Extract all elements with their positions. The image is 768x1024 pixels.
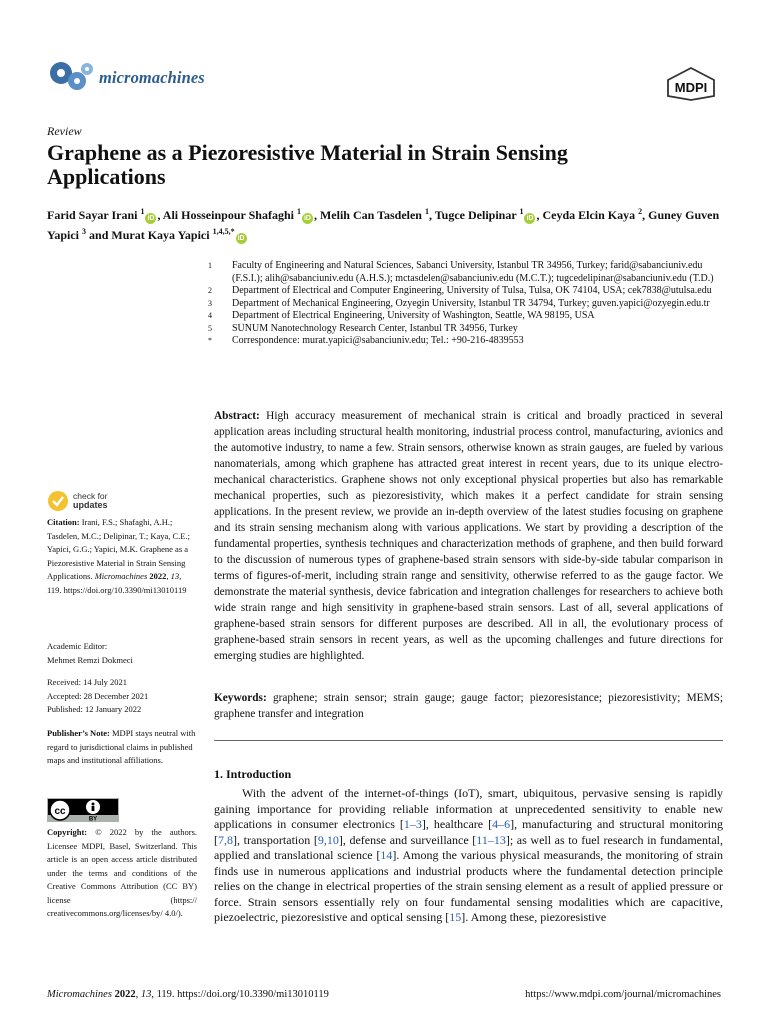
- author-name: Ceyda Elcin Kaya: [542, 208, 636, 222]
- cc-by-license-icon[interactable]: [47, 798, 119, 822]
- citation-link[interactable]: 11–13: [476, 832, 506, 847]
- citation-link[interactable]: 7,8: [218, 832, 233, 847]
- author-list: [47, 204, 727, 244]
- abstract-text: High accuracy measurement of mechanical strain is critical and broadly practiced in several application areas including structural health monitoring, industrial process control, manufacturing, avionics and the automotive industry, to name a few. Strain sensors, otherwise known as strain gauges, are fueled by various nanomaterials, among which graphene has attracted great interest in recent years, due to its unique electro-mechanical characteristics. Graphene shows not only exceptional physical properties but also has remarkable mechanical properties, such as piezoresistivity, which makes it a perfect candidate for strain sensing applications. In the present review, we provide an in-depth overview of the latest studies focusing on graphene and its strain sensing mechanism along with various applications. We start by providing a description of the fundamental properties, synthesis techniques and characterization methods of graphene, and then build forward to the discussion of numerous types of graphene-based strain sensors with side-by-side tabular comparison in terms of figures-of-merit, including strain range and sensitivity, otherwise referred to as the gauge factor. We demonstrate the material synthesis, device fabrication and integration challenges for researchers to achieve both wide strain range and high sensitivity in graphene-based strain sensors. Last of all, several applications of graphene-based strain sensors for different purposes are described. All in all, the evolutionary process of graphene-based strain sensors in recent years, as well as the upcoming challenges and future directions for emerging studies are highlighted.: [214, 410, 723, 662]
- affiliation-text: Department of Electrical and Computer Engineering, University of Tulsa, Tulsa, OK 74104, USA; cek7838@utulsa.edu: [232, 285, 712, 296]
- check-for-updates-button[interactable]: [47, 488, 167, 514]
- author-affiliation-sup: 1: [519, 207, 524, 216]
- footer-journal-url[interactable]: https://www.mdpi.com/journal/micromachines: [525, 989, 721, 1000]
- author-separator: ,: [642, 208, 649, 222]
- citation-volume: 13: [170, 571, 180, 581]
- citation-link[interactable]: 1–3: [403, 817, 422, 831]
- affiliation-text: Faculty of Engineering and Natural Sciences, Sabanci University, Istanbul TR 34956, Turkey; farid@sabanciuniv.edu (F.S.I.); alih@sabanciuniv.edu (A.H.S.); mctasdelen@sabanciuniv.edu (M.C.T.); tugcedelipinar@sabanciuniv.edu (T.D.): [232, 260, 714, 284]
- author-affiliation-sup: 1: [140, 207, 145, 216]
- paper-title: Graphene as a Piezoresistive Material in Strain Sensing Applications: [47, 140, 568, 189]
- cc-text: cc: [54, 806, 66, 817]
- section-title: 1. Introduction: [214, 767, 292, 781]
- affiliation-text: Department of Mechanical Engineering, Ozyegin University, Istanbul TR 34794, Turkey; guven.yapici@ozyegin.edu.tr: [232, 297, 710, 309]
- copyright-text: © 2022 by the authors. Licensee MDPI, Basel, Switzerland. This article is an open access article distributed under the terms and conditions of the Creative Commons Attribution (CC BY) license (https:// creativecommons.org/licenses/by/ 4.0/).: [47, 827, 197, 918]
- affiliation-number: 4: [208, 311, 212, 320]
- citation-link[interactable]: 9,10: [317, 832, 339, 847]
- orcid-icon[interactable]: iD: [526, 215, 534, 222]
- article-dates: [47, 676, 197, 717]
- author-separator: and: [86, 228, 112, 242]
- copyright-block: [47, 826, 197, 921]
- footer-volume: 13: [140, 989, 152, 1000]
- affiliation-text: Department of Electrical Engineering, University of Washington, Seattle, WA 98195, USA: [232, 310, 595, 321]
- affiliation-item: [208, 310, 728, 323]
- orcid-icon[interactable]: iD: [303, 215, 311, 222]
- author-name: Guney Guven Yapici: [47, 208, 720, 242]
- publisher-note-label: Publisher’s Note:: [47, 728, 110, 738]
- author-affiliation-sup: 1: [424, 207, 429, 216]
- date-received: Received: 14 July 2021: [47, 677, 128, 687]
- journal-header: [47, 58, 297, 98]
- author-separator: ,: [157, 208, 163, 222]
- citation-link[interactable]: 15: [449, 910, 462, 924]
- affiliation-item: [208, 298, 728, 311]
- copyright-label: Copyright:: [47, 827, 88, 837]
- affiliation-text: Correspondence: murat.yapici@sabanciuniv.edu; Tel.: +90-216-4839553: [232, 335, 524, 346]
- by-text: BY: [88, 816, 98, 822]
- affiliation-number: 3: [208, 298, 212, 308]
- citation-page[interactable]: , 119. https://doi.org/10.3390/mi13010119: [47, 571, 187, 595]
- editor-name: Mehmet Remzi Dokmeci: [47, 654, 133, 665]
- affiliation-text: SUNUM Nanotechnology Research Center, Istanbul TR 34956, Turkey: [232, 322, 518, 334]
- keywords-label: Keywords:: [214, 692, 267, 704]
- author-affiliation-sup: 1: [296, 207, 301, 216]
- citation-label: Citation:: [47, 517, 80, 527]
- citation-link[interactable]: 14: [380, 848, 393, 862]
- intro-paragraph: [214, 786, 723, 926]
- abstract: [214, 408, 723, 664]
- citation-year: 2022: [149, 571, 167, 581]
- orcid-icon[interactable]: iD: [147, 215, 155, 222]
- affiliation-item: [208, 323, 728, 336]
- affiliation-item: [208, 260, 728, 285]
- journal-logo-icon: [47, 59, 95, 97]
- affiliation-number: 5: [208, 323, 212, 333]
- abstract-label: Abstract:: [214, 410, 260, 422]
- footer-year: 2022: [114, 989, 136, 1000]
- affiliation-number: *: [208, 336, 212, 345]
- intro-text: ], healthcare [: [421, 817, 493, 831]
- citation-link[interactable]: 4–6: [492, 817, 511, 831]
- footer-citation: Micromachines 2022, 13, 119. https://doi.org/10.3390/mi13010119: [47, 989, 329, 1000]
- footer-journal: Micromachines: [47, 989, 112, 1000]
- footer-doi[interactable]: , 119. https://doi.org/10.3390/mi13010119: [151, 989, 329, 1000]
- keywords-text: graphene; strain sensor; strain gauge; gauge factor; piezoresistance; piezoresistivity; MEMS; graphene transfer and integration: [214, 692, 723, 720]
- date-accepted: Accepted: 28 December 2021: [47, 690, 149, 701]
- intro-text: With the advent of the internet-of-things (IoT), smart, ubiquitous, pervasive sensing is rapidly gaining importance for providing reliable information at unprecedented sensitivity to enable new applications in consumer electronics [: [214, 786, 723, 831]
- mdpi-logo-icon: [662, 66, 720, 102]
- keywords: [214, 690, 723, 722]
- intro-text: ], transportation [: [233, 832, 318, 847]
- citation-text: Irani, F.S.; Shafaghi, A.H.; Tasdelen, M.C.; Delipinar, T.; Kaya, C.E.; Yapici, G.G.; Yapici, M.K. Graphene as a Piezoresistive Material in Strain Sensing Applications.: [47, 517, 190, 581]
- author-separator: ,: [313, 208, 320, 222]
- citation-block: Citation: Irani, F.S.; Shafaghi, A.H.; Tasdelen, M.C.; Delipinar, T.; Kaya, C.E.; Yapici, G.G.; Yapici, M.K. Graphene as a Piezoresistive Material in Strain Sensing Applications. Micromachines 2022, 13, 119. https://doi.org/10.3390/mi13010119: [47, 517, 190, 595]
- intro-text: ], manufacturing and structural monitoring [: [214, 817, 723, 847]
- intro-text: ]. Among the various physical measurands, the monitoring of strain finds use in numerous applications and industrial products where the fundamental detection principle relies on the change in electrical properties of the strain sensing element as a result of applied pressure or force. Strain sensors essentially rely on four fundamental sensing modalities which are capacitive, piezoelectric, piezoresistive and optical sensing [: [214, 848, 724, 924]
- author-name: Murat Kaya Yapici: [111, 228, 210, 242]
- mdpi-text: MDPI: [674, 80, 708, 95]
- affiliation-item: [208, 335, 728, 348]
- check-updates-line1: check for: [73, 491, 108, 501]
- article-type: Review: [47, 124, 82, 138]
- publisher-note-text: MDPI stays neutral with regard to jurisdictional claims in published maps and institutional affiliations.: [47, 728, 196, 765]
- journal-name: micromachines: [99, 68, 205, 87]
- author-name: Farid Sayar Irani: [47, 208, 138, 222]
- affiliation-item: [208, 285, 728, 298]
- author-affiliation-sup: 3: [82, 227, 87, 236]
- author-name: Ali Hosseinpour Shafaghi: [162, 208, 294, 222]
- citation-journal: Micromachines: [94, 571, 148, 581]
- author-affiliation-sup: 1,4,5,*: [212, 227, 235, 236]
- date-published: Published: 12 January 2022: [47, 704, 142, 714]
- check-updates-line2: updates: [73, 500, 108, 510]
- editor-label: Academic Editor:: [47, 641, 108, 651]
- author-separator: ,: [536, 208, 543, 222]
- academic-editor: [47, 640, 197, 667]
- check-updates-icon: [47, 490, 69, 512]
- affiliation-list: [208, 260, 728, 348]
- author-separator: ,: [428, 208, 435, 222]
- affiliation-number: 1: [208, 261, 212, 270]
- section-divider: [214, 740, 723, 741]
- intro-text: ], defense and surveillance [: [338, 832, 477, 847]
- author-affiliation-sup: 2: [638, 207, 643, 216]
- author-name: Melih Can Tasdelen: [319, 208, 422, 222]
- publisher-note: [47, 727, 197, 768]
- orcid-icon[interactable]: iD: [237, 235, 245, 242]
- intro-text: ]. Among these, piezoresistive: [461, 910, 607, 924]
- affiliation-number: 2: [208, 286, 212, 295]
- intro-text: ]; as well as to fuel research in fundamental, applied and translational science [: [214, 832, 724, 862]
- author-name: Tugce Delipinar: [434, 208, 517, 222]
